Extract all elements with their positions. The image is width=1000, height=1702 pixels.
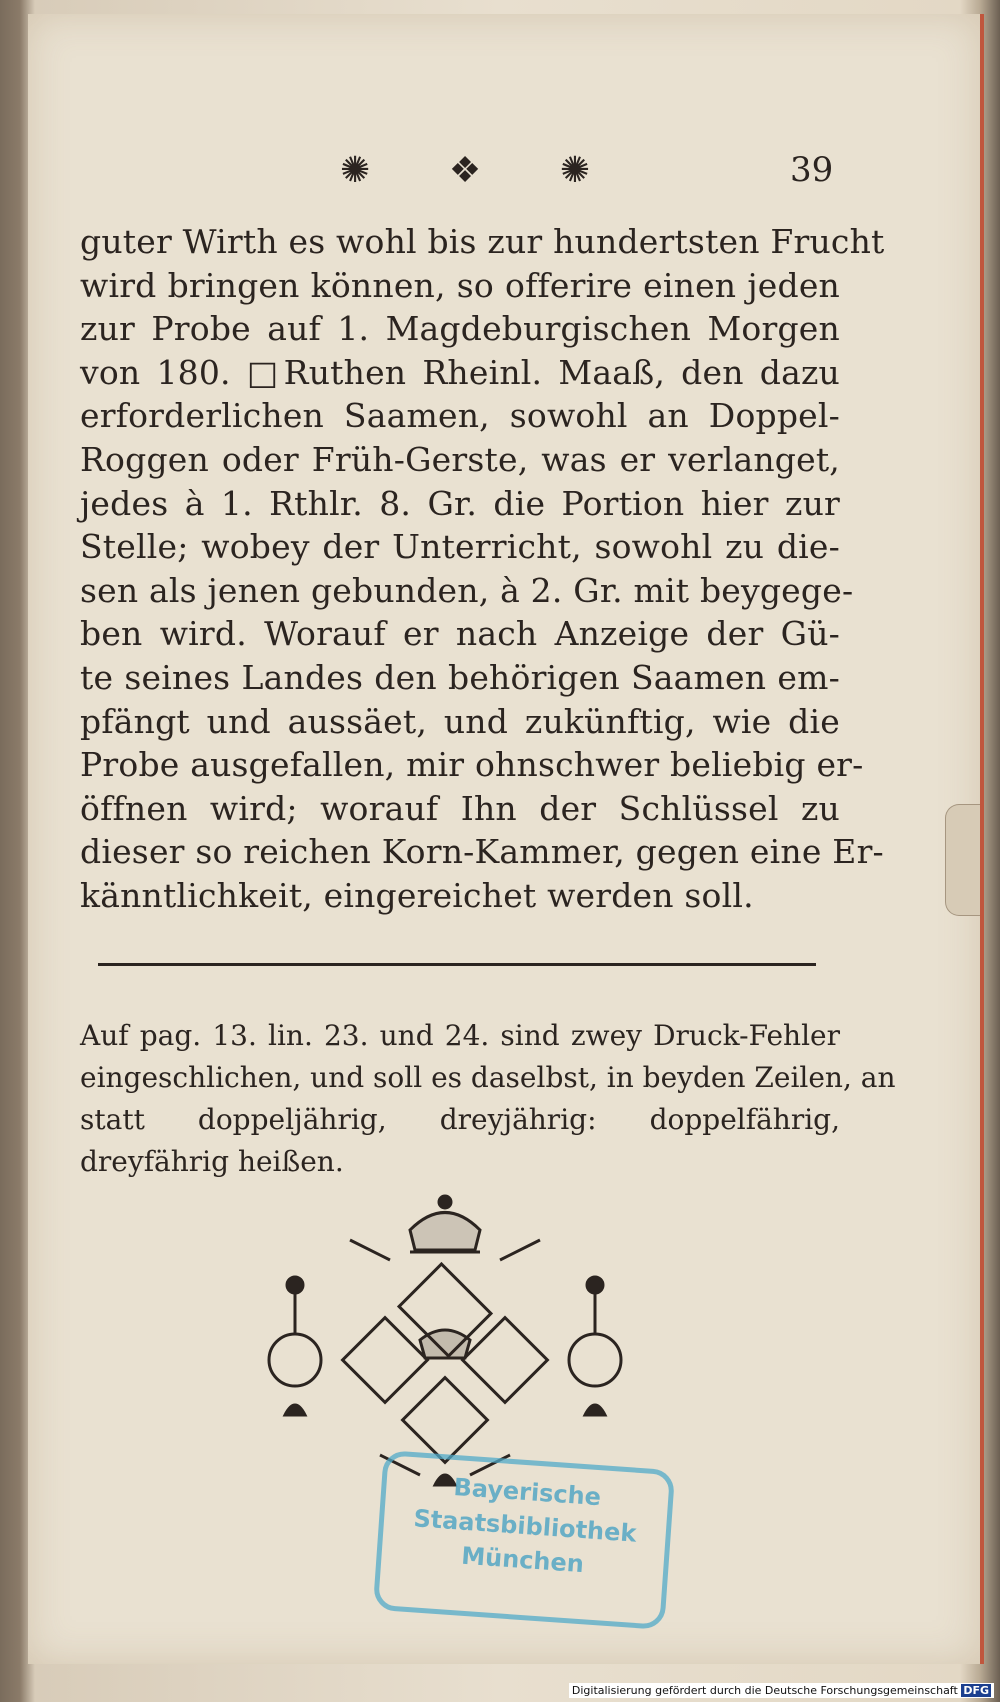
text-line: öffnen wird; worauf Ihn der Schlüssel zu xyxy=(80,788,840,828)
text-line: pfängt und aussäet, und zukünftig, wie die xyxy=(80,701,840,741)
text-line: Roggen oder Früh-Gerste, was er verlanget, xyxy=(80,439,840,479)
stamp-line: München xyxy=(460,1541,585,1579)
ornament-star-icon: ✺ xyxy=(340,149,371,191)
text-line: zur Probe auf 1. Magdeburgischen Morgen xyxy=(80,309,840,349)
errata-line: Auf pag. 13. lin. 23. und 24. sind zwey Druck-Fehler xyxy=(80,1019,840,1052)
credit-text: Digitalisierung gefördert durch die Deutsche Forschungsgemeinschaft xyxy=(571,1684,958,1697)
text-line: känntlichkeit, eingereichet werden soll. xyxy=(80,875,754,915)
ornament-fleuron-icon: ❖ xyxy=(448,149,482,191)
page-tab xyxy=(945,804,980,916)
dfg-logo-icon: DFG xyxy=(963,1684,989,1697)
text-line: sen als jenen gebunden, à 2. Gr. mit beygege- xyxy=(80,570,854,610)
stamp-line: Bayerische xyxy=(452,1473,602,1512)
page-number: 39 xyxy=(790,150,834,190)
stamp-line: Staatsbibliothek xyxy=(412,1504,638,1548)
horizontal-rule xyxy=(98,963,816,966)
crown-vignette-icon xyxy=(260,1190,630,1490)
text-line: von 180. □Ruthen Rheinl. Maaß, den dazu xyxy=(80,352,840,392)
errata-line: eingeschlichen, und soll es daselbst, in beyden Zeilen, an xyxy=(80,1061,896,1094)
errata-line: dreyfährig heißen. xyxy=(80,1145,344,1178)
text-line: Stelle; wobey der Unterricht, sowohl zu die- xyxy=(80,527,840,567)
text-line: ben wird. Worauf er nach Anzeige der Gü- xyxy=(80,614,840,654)
text-line: Probe ausgefallen, mir ohnschwer beliebig er- xyxy=(80,745,864,785)
library-stamp xyxy=(373,1450,675,1630)
errata-line: statt doppeljährig, dreyjährig: doppelfährig, xyxy=(80,1103,840,1136)
header-ornament xyxy=(340,140,590,200)
text-line: dieser so reichen Korn-Kammer, gegen eine Er- xyxy=(80,832,884,872)
text-line: erforderlichen Saamen, sowohl an Doppel- xyxy=(80,396,840,436)
ornament-star-icon: ✺ xyxy=(559,149,590,191)
text-line: te seines Landes den behörigen Saamen em- xyxy=(80,657,840,697)
text-line: wird bringen können, so offerire einen jeden xyxy=(80,265,840,305)
body-text xyxy=(80,220,885,918)
digitization-credit xyxy=(569,1683,994,1698)
text-line: guter Wirth es wohl bis zur hundertsten Frucht xyxy=(80,222,885,261)
text-line: jedes à 1. Rthlr. 8. Gr. die Portion hier zur xyxy=(80,483,840,523)
errata-note xyxy=(80,1015,896,1183)
